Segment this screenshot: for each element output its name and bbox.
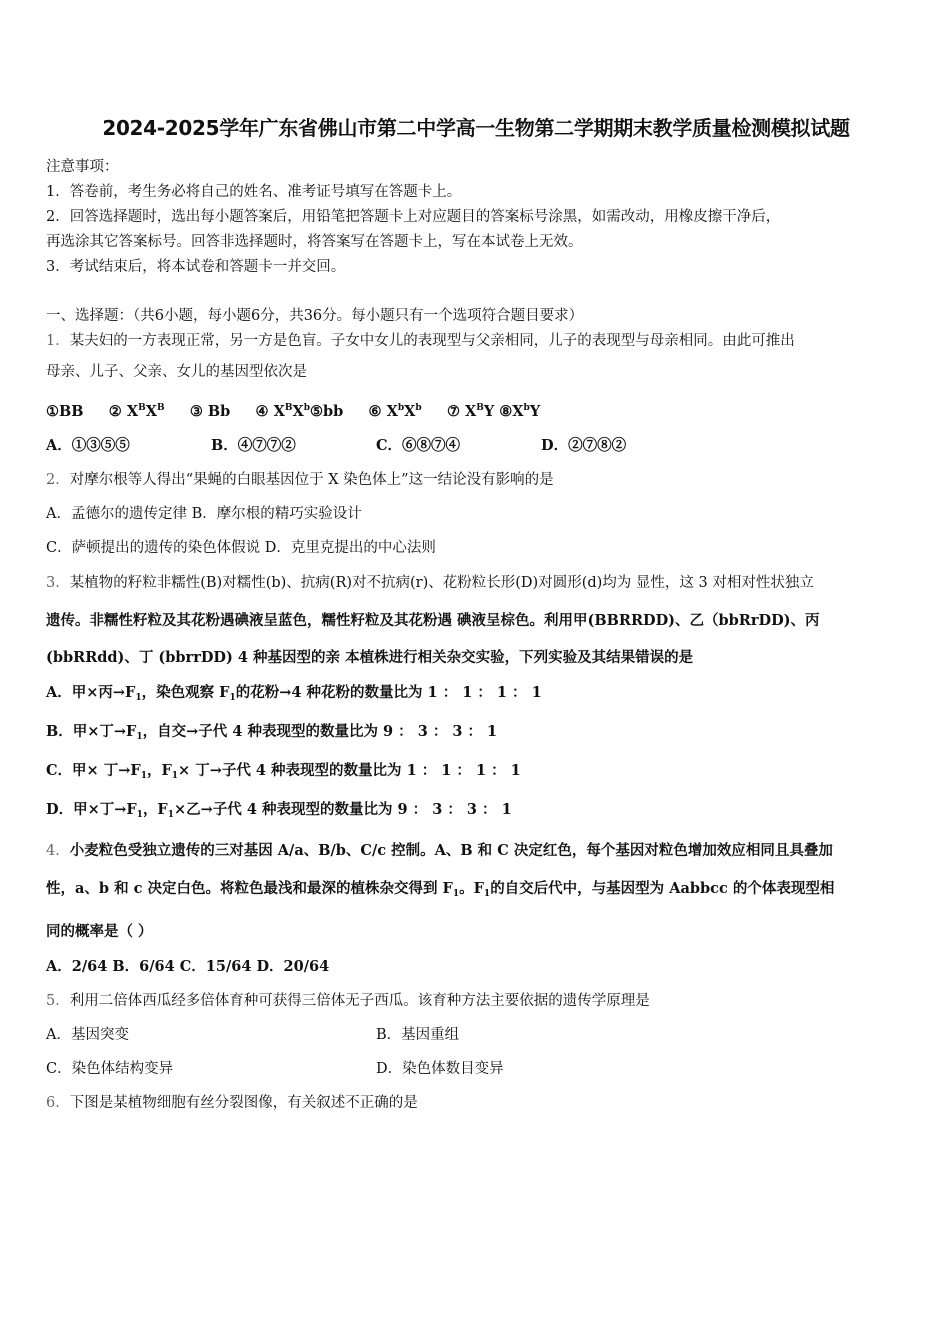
q3-stem-line2: 遗传。非糯性籽粒及其花粉遇碘液呈蓝色，糯性籽粒及其花粉遇 碘液呈棕色。利用甲(BBRRDD)、乙（bbRrDD)、丙 (46, 612, 820, 629)
option-d[interactable]: D．②⑦⑧② (541, 437, 627, 454)
q3-text: 某植物的籽粒非糯性(B)对糯性(b)、抗病(R)对不抗病(r)、花粉粒长形(D)对圆形(d)均为 显性，这 3 对相对性状独立 (69, 575, 814, 591)
genotype-3: ③ Bb (189, 403, 231, 420)
option-c[interactable]: C．染色体结构变异 (46, 1061, 174, 1077)
q2-text: 对摩尔根等人得出“果蝇的白眼基因位于 X 染色体上”这一结论没有影响的是 (69, 472, 554, 488)
option-a[interactable]: A．①③⑤⑤ (46, 437, 130, 454)
question-6 (46, 1086, 906, 1120)
q3-stem-line1 (46, 565, 906, 602)
question-5 (46, 984, 906, 1086)
question-2 (46, 463, 906, 565)
q6-stem (46, 1086, 906, 1120)
q1-number: 1． (46, 333, 70, 349)
genotype-8: $⑧X^bY$ (499, 403, 541, 420)
notice-item: 1．答卷前，考生务必将自己的姓名、准考证号填写在答题卡上。 (46, 184, 462, 200)
option-d[interactable]: D．甲×丁$\to F_1$，$F_1\times$乙→子代 4 种表现型的数量比为 9 ： 3 ： 3 ： 1 (46, 801, 512, 820)
q4-stem-line2: 性，a、b 和 c 决定白色。将粒色最浅和最深的植株杂交得到 $F_1$。$F_1$的自交后代中，与基因型为 Aabbcc 的个体表现型相 (46, 880, 835, 899)
q5-text: 利用二倍体西瓜经多倍体育种可获得三倍体无子西瓜。该育种方法主要依据的遗传学原理是 (69, 993, 650, 1009)
option-c[interactable]: C．甲× 丁$\to F_1$，$F_1\times$ 丁→子代 4 种表现型的数量比为 1 ： 1 ： 1 ： 1 (46, 762, 521, 781)
option-b[interactable]: B．基因重组 (376, 1027, 460, 1043)
option-c[interactable]: C．⑥⑧⑦④ (376, 437, 461, 454)
q2-stem (46, 463, 906, 497)
genotype-6: ⑥ $X^bX^b$ (368, 403, 422, 420)
genotype-5: ⑤bb (310, 403, 344, 420)
question-4 (46, 832, 906, 984)
q1-text: 某夫妇的一方表现正常，另一方是色盲。子女中女儿的表现型与父亲相同，儿子的表现型与母亲相同。由此可推出 (69, 333, 795, 349)
q1-stem-line2: 母亲、儿子、父亲、女儿的基因型依次是 (46, 364, 307, 380)
genotype-1: ①BB (46, 403, 84, 420)
q4-stem-line3: 同的概率是（ ） (46, 923, 153, 940)
q2-options-cd[interactable]: C．萨顿提出的遗传的染色体假说 D．克里克提出的中心法则 (46, 540, 436, 556)
q3-number: 3． (46, 575, 70, 591)
question-1 (46, 329, 906, 463)
q1-genotypes (46, 391, 906, 429)
notice-item: 2．回答选择题时，选出每小题答案后，用铅笔把答题卡上对应题目的答案标号涂黑，如需改动，用橡皮擦干净后， (46, 209, 781, 225)
page-title: 2024-2025学年广东省佛山市第二中学高一生物第二学期期末教学质量检测模拟试题 (102, 116, 850, 140)
q5-options-row1 (46, 1018, 906, 1052)
notice-item: 3．考试结束后，将本试卷和答题卡一并交回。 (46, 259, 346, 275)
q6-number: 6． (46, 1095, 70, 1111)
q1-stem-line (46, 329, 906, 354)
option-d[interactable]: D．染色体数目变异 (376, 1061, 504, 1077)
genotype-7: ⑦ $X^BY$ (446, 403, 495, 420)
q5-options-row2 (46, 1052, 906, 1086)
q2-number: 2． (46, 472, 70, 488)
q5-number: 5． (46, 993, 70, 1009)
genotype-4: ④ $X^BX^b$ (255, 403, 310, 420)
q1-options (46, 429, 906, 463)
question-3 (46, 565, 906, 832)
q4-stem-line1 (46, 832, 906, 870)
notice-item: 再选涂其它答案标号。回答非选择题时，将答案写在答题卡上，写在本试卷上无效。 (46, 234, 583, 250)
notice-heading: 注意事项： (46, 159, 119, 175)
q4-number: 4． (46, 843, 70, 859)
notice-block (46, 155, 906, 280)
option-b[interactable]: B．④⑦⑦② (211, 437, 296, 454)
option-a[interactable]: A．甲×丙$\to F_1$，染色观察 $F_1$的花粉→4 种花粉的数量比为 1 ： 1 ： 1 ： 1 (46, 684, 542, 703)
q6-text: 下图是某植物细胞有丝分裂图像，有关叙述不正确的是 (69, 1095, 418, 1111)
q2-options-ab[interactable]: A．孟德尔的遗传定律 B．摩尔根的精巧实验设计 (46, 506, 362, 522)
q4-text: 小麦粒色受独立遗传的三对基因 A/a、B/b、C/c 控制。A、B 和 C 决定红色，每个基因对粒色增加效应相同且具叠加 (69, 842, 833, 859)
q5-stem (46, 984, 906, 1018)
section-heading: 一、选择题：（共6小题，每小题6分，共36分。每小题只有一个选项符合题目要求） (46, 308, 584, 324)
option-a[interactable]: A．基因突变 (46, 1027, 129, 1043)
q3-stem-line3: (bbRRdd)、丁 (bbrrDD) 4 种基因型的亲 本植株进行相关杂交实验，下列实验及其结果错误的是 (46, 649, 694, 666)
exam-page (46, 112, 906, 1120)
q4-options[interactable]: A．2/64 B．6/64 C．15/64 D．20/64 (46, 958, 330, 975)
option-b[interactable]: B．甲×丁$\to F_1$，自交→子代 4 种表现型的数量比为 9 ： 3 ： 3 ： 1 (46, 723, 498, 742)
genotype-2: ② $X^BX^B$ (108, 403, 165, 420)
